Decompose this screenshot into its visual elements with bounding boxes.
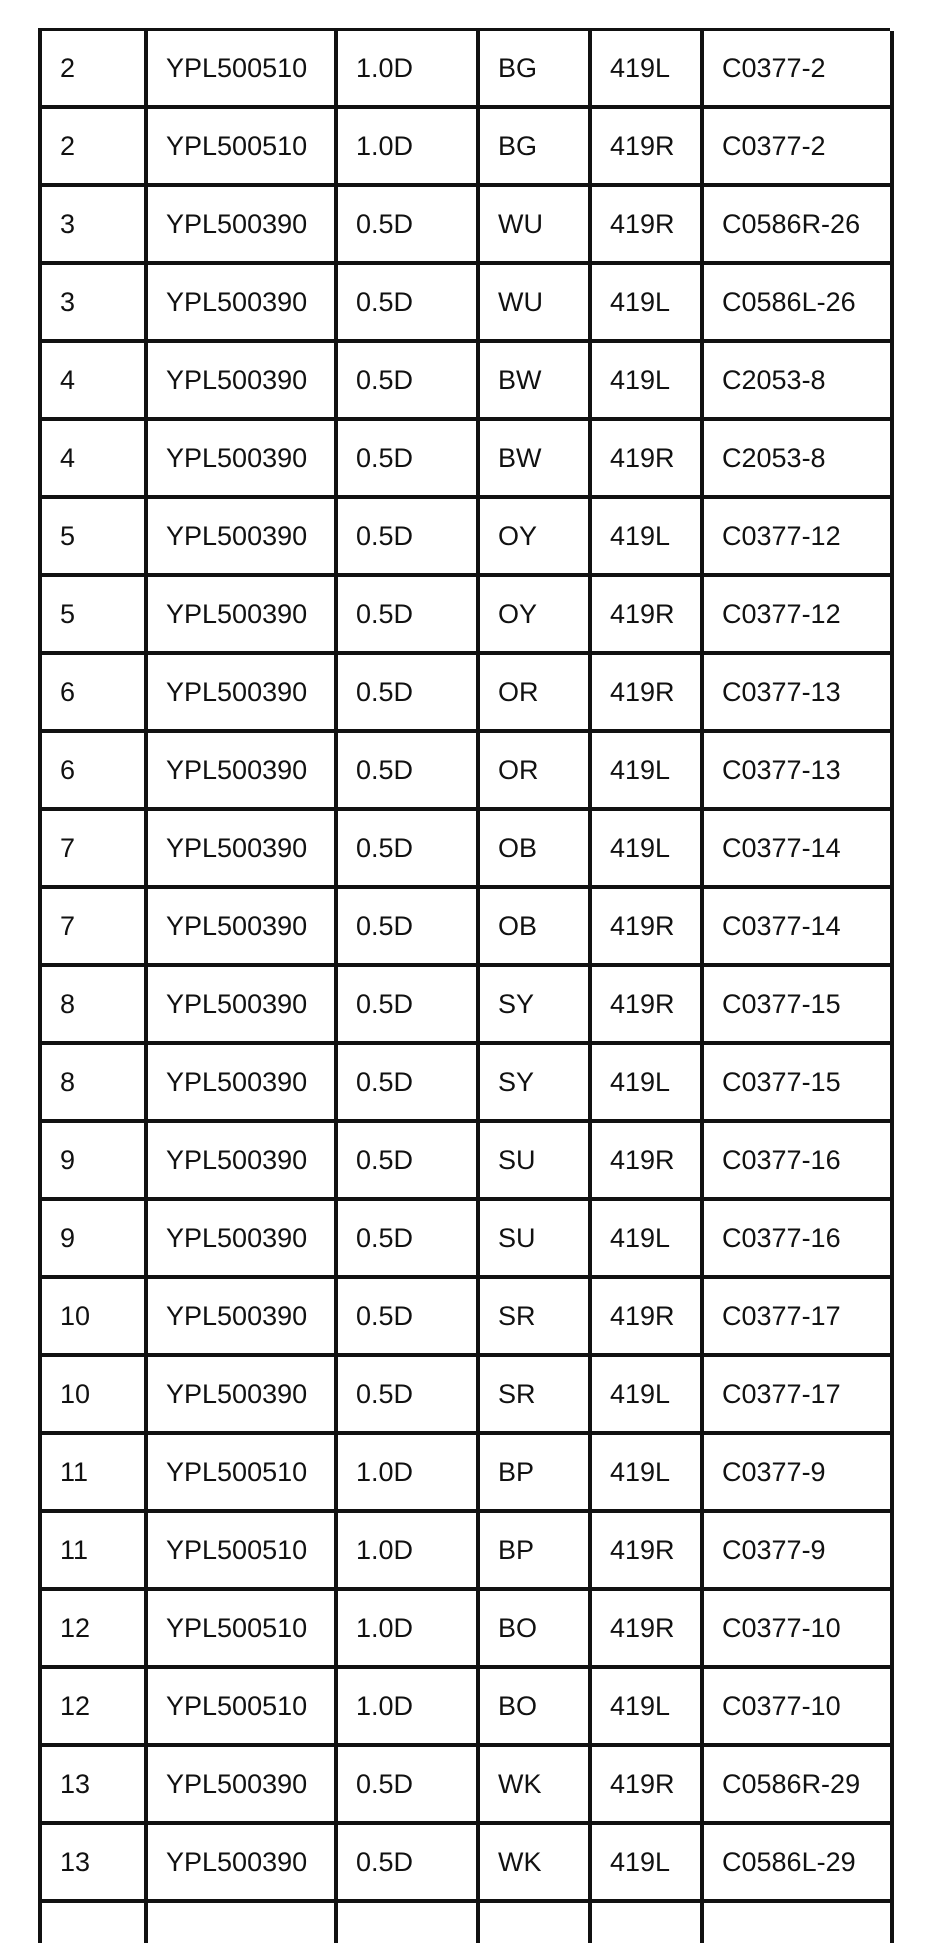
part-number-cell: YPL500390 [146, 419, 336, 497]
wire-size-cell: 1.0D [336, 31, 478, 107]
part-number-cell: YPL500390 [146, 1355, 336, 1433]
circuit-number-cell: 12 [40, 1667, 146, 1745]
wire-color-cell: OR [478, 653, 590, 731]
part-number-cell: YPL500510 [146, 1667, 336, 1745]
wire-color-cell: OB [478, 887, 590, 965]
terminal-cell: 419L [590, 497, 702, 575]
part-number-cell: YPL500390 [146, 1199, 336, 1277]
table-row [40, 1511, 892, 1589]
wire-size-cell: 0.5D [336, 1043, 478, 1121]
connector-cell: C0586L-29 [702, 1823, 892, 1901]
wire-color-cell: OY [478, 575, 590, 653]
connector-cell: C0377-9 [702, 1511, 892, 1589]
part-number-cell: YPL500390 [146, 1277, 336, 1355]
wire-size-cell: 0.5D [336, 185, 478, 263]
terminal-cell: 419L [590, 1433, 702, 1511]
part-number-cell: YPL500510 [146, 1589, 336, 1667]
wire-color-cell: SY [478, 1043, 590, 1121]
circuit-number-cell: 7 [40, 809, 146, 887]
connector-cell: C0377-10 [702, 1667, 892, 1745]
circuit-number-cell: 9 [40, 1121, 146, 1199]
wire-color-cell: BG [478, 107, 590, 185]
wiring-table [38, 31, 894, 1943]
circuit-number-cell: 12 [40, 1589, 146, 1667]
connector-cell: C0377-17 [702, 1277, 892, 1355]
table-row [40, 341, 892, 419]
wire-color-cell: BW [478, 419, 590, 497]
terminal-cell: 419R [590, 1511, 702, 1589]
table-row [40, 1121, 892, 1199]
circuit-number-cell: 13 [40, 1745, 146, 1823]
table-row [40, 965, 892, 1043]
terminal-cell: 419L [590, 809, 702, 887]
continuation-cell [336, 1901, 478, 1943]
table-row [40, 419, 892, 497]
wire-size-cell: 1.0D [336, 1667, 478, 1745]
part-number-cell: YPL500390 [146, 263, 336, 341]
wire-color-cell: SR [478, 1277, 590, 1355]
connector-cell: C0377-12 [702, 575, 892, 653]
connector-cell: C0377-2 [702, 107, 892, 185]
wire-color-cell: BO [478, 1667, 590, 1745]
circuit-number-cell: 11 [40, 1433, 146, 1511]
wire-color-cell: WK [478, 1823, 590, 1901]
circuit-number-cell: 4 [40, 419, 146, 497]
circuit-number-cell: 3 [40, 185, 146, 263]
continuation-cell [146, 1901, 336, 1943]
wire-color-cell: WU [478, 185, 590, 263]
wire-size-cell: 0.5D [336, 497, 478, 575]
wire-size-cell: 0.5D [336, 1745, 478, 1823]
terminal-cell: 419L [590, 1823, 702, 1901]
wire-color-cell: SR [478, 1355, 590, 1433]
table-row [40, 31, 892, 107]
part-number-cell: YPL500390 [146, 1745, 336, 1823]
terminal-cell: 419R [590, 1589, 702, 1667]
terminal-cell: 419L [590, 263, 702, 341]
wire-size-cell: 1.0D [336, 1433, 478, 1511]
wire-color-cell: SU [478, 1199, 590, 1277]
table-row [40, 107, 892, 185]
terminal-cell: 419R [590, 575, 702, 653]
part-number-cell: YPL500390 [146, 731, 336, 809]
wire-size-cell: 0.5D [336, 1823, 478, 1901]
wire-color-cell: BP [478, 1511, 590, 1589]
wire-size-cell: 0.5D [336, 731, 478, 809]
table-row [40, 1043, 892, 1121]
part-number-cell: YPL500390 [146, 341, 336, 419]
circuit-number-cell: 5 [40, 497, 146, 575]
circuit-number-cell: 8 [40, 965, 146, 1043]
connector-cell: C0377-16 [702, 1121, 892, 1199]
table-row [40, 263, 892, 341]
terminal-cell: 419L [590, 731, 702, 809]
terminal-cell: 419R [590, 1277, 702, 1355]
terminal-cell: 419L [590, 1199, 702, 1277]
terminal-cell: 419R [590, 419, 702, 497]
circuit-number-cell: 2 [40, 31, 146, 107]
part-number-cell: YPL500390 [146, 1043, 336, 1121]
part-number-cell: YPL500390 [146, 575, 336, 653]
circuit-number-cell: 4 [40, 341, 146, 419]
table-row [40, 1433, 892, 1511]
connector-cell: C0377-15 [702, 965, 892, 1043]
part-number-cell: YPL500390 [146, 809, 336, 887]
wire-size-cell: 0.5D [336, 263, 478, 341]
terminal-cell: 419R [590, 1121, 702, 1199]
terminal-cell: 419L [590, 1667, 702, 1745]
terminal-cell: 419R [590, 107, 702, 185]
wire-color-cell: OB [478, 809, 590, 887]
circuit-number-cell: 9 [40, 1199, 146, 1277]
connector-cell: C0377-14 [702, 887, 892, 965]
wire-size-cell: 0.5D [336, 1277, 478, 1355]
wire-color-cell: BP [478, 1433, 590, 1511]
terminal-cell: 419R [590, 887, 702, 965]
wire-color-cell: WU [478, 263, 590, 341]
terminal-cell: 419L [590, 341, 702, 419]
terminal-cell: 419L [590, 1043, 702, 1121]
table-row [40, 497, 892, 575]
wire-size-cell: 0.5D [336, 965, 478, 1043]
wire-color-cell: SU [478, 1121, 590, 1199]
part-number-cell: YPL500510 [146, 31, 336, 107]
table-row [40, 185, 892, 263]
connector-cell: C0377-13 [702, 731, 892, 809]
part-number-cell: YPL500390 [146, 185, 336, 263]
connector-cell: C0586R-26 [702, 185, 892, 263]
connector-cell: C0586R-29 [702, 1745, 892, 1823]
table-row [40, 731, 892, 809]
table-row [40, 887, 892, 965]
part-number-cell: YPL500390 [146, 965, 336, 1043]
connector-cell: C0377-9 [702, 1433, 892, 1511]
wire-color-cell: BG [478, 31, 590, 107]
connector-cell: C0377-17 [702, 1355, 892, 1433]
part-number-cell: YPL500510 [146, 107, 336, 185]
wire-size-cell: 0.5D [336, 653, 478, 731]
wire-color-cell: BW [478, 341, 590, 419]
continuation-cell [702, 1901, 892, 1943]
wire-size-cell: 0.5D [336, 575, 478, 653]
connector-cell: C0586L-26 [702, 263, 892, 341]
wire-size-cell: 0.5D [336, 1121, 478, 1199]
connector-cell: C0377-16 [702, 1199, 892, 1277]
circuit-number-cell: 3 [40, 263, 146, 341]
circuit-number-cell: 7 [40, 887, 146, 965]
terminal-cell: 419R [590, 1745, 702, 1823]
circuit-number-cell: 10 [40, 1277, 146, 1355]
wire-size-cell: 0.5D [336, 887, 478, 965]
terminal-cell: 419L [590, 31, 702, 107]
wire-size-cell: 0.5D [336, 419, 478, 497]
table-continuation-row [40, 1901, 892, 1943]
terminal-cell: 419R [590, 185, 702, 263]
wiring-table-container [38, 0, 890, 1943]
circuit-number-cell: 11 [40, 1511, 146, 1589]
terminal-cell: 419R [590, 653, 702, 731]
part-number-cell: YPL500510 [146, 1433, 336, 1511]
table-row [40, 653, 892, 731]
table-row [40, 575, 892, 653]
connector-cell: C2053-8 [702, 341, 892, 419]
continuation-cell [40, 1901, 146, 1943]
circuit-number-cell: 6 [40, 653, 146, 731]
circuit-number-cell: 10 [40, 1355, 146, 1433]
part-number-cell: YPL500390 [146, 497, 336, 575]
terminal-cell: 419R [590, 965, 702, 1043]
table-body [40, 31, 892, 1943]
connector-cell: C0377-13 [702, 653, 892, 731]
table-row [40, 1355, 892, 1433]
wire-color-cell: SY [478, 965, 590, 1043]
circuit-number-cell: 5 [40, 575, 146, 653]
part-number-cell: YPL500390 [146, 653, 336, 731]
connector-cell: C0377-15 [702, 1043, 892, 1121]
wire-color-cell: OY [478, 497, 590, 575]
wire-color-cell: OR [478, 731, 590, 809]
circuit-number-cell: 6 [40, 731, 146, 809]
wire-color-cell: WK [478, 1745, 590, 1823]
table-row [40, 1667, 892, 1745]
circuit-number-cell: 13 [40, 1823, 146, 1901]
wire-size-cell: 0.5D [336, 1355, 478, 1433]
wire-size-cell: 0.5D [336, 809, 478, 887]
connector-cell: C0377-10 [702, 1589, 892, 1667]
terminal-cell: 419L [590, 1355, 702, 1433]
wire-size-cell: 1.0D [336, 1511, 478, 1589]
circuit-number-cell: 2 [40, 107, 146, 185]
wire-size-cell: 0.5D [336, 341, 478, 419]
part-number-cell: YPL500390 [146, 1121, 336, 1199]
connector-cell: C0377-2 [702, 31, 892, 107]
continuation-cell [478, 1901, 590, 1943]
table-row [40, 1589, 892, 1667]
continuation-cell [590, 1901, 702, 1943]
circuit-number-cell: 8 [40, 1043, 146, 1121]
wire-color-cell: BO [478, 1589, 590, 1667]
connector-cell: C2053-8 [702, 419, 892, 497]
table-row [40, 1277, 892, 1355]
table-row [40, 1823, 892, 1901]
wire-size-cell: 0.5D [336, 1199, 478, 1277]
table-row [40, 1199, 892, 1277]
table-row [40, 809, 892, 887]
wire-size-cell: 1.0D [336, 107, 478, 185]
table-row [40, 1745, 892, 1823]
part-number-cell: YPL500390 [146, 887, 336, 965]
connector-cell: C0377-12 [702, 497, 892, 575]
part-number-cell: YPL500390 [146, 1823, 336, 1901]
part-number-cell: YPL500510 [146, 1511, 336, 1589]
connector-cell: C0377-14 [702, 809, 892, 887]
wire-size-cell: 1.0D [336, 1589, 478, 1667]
